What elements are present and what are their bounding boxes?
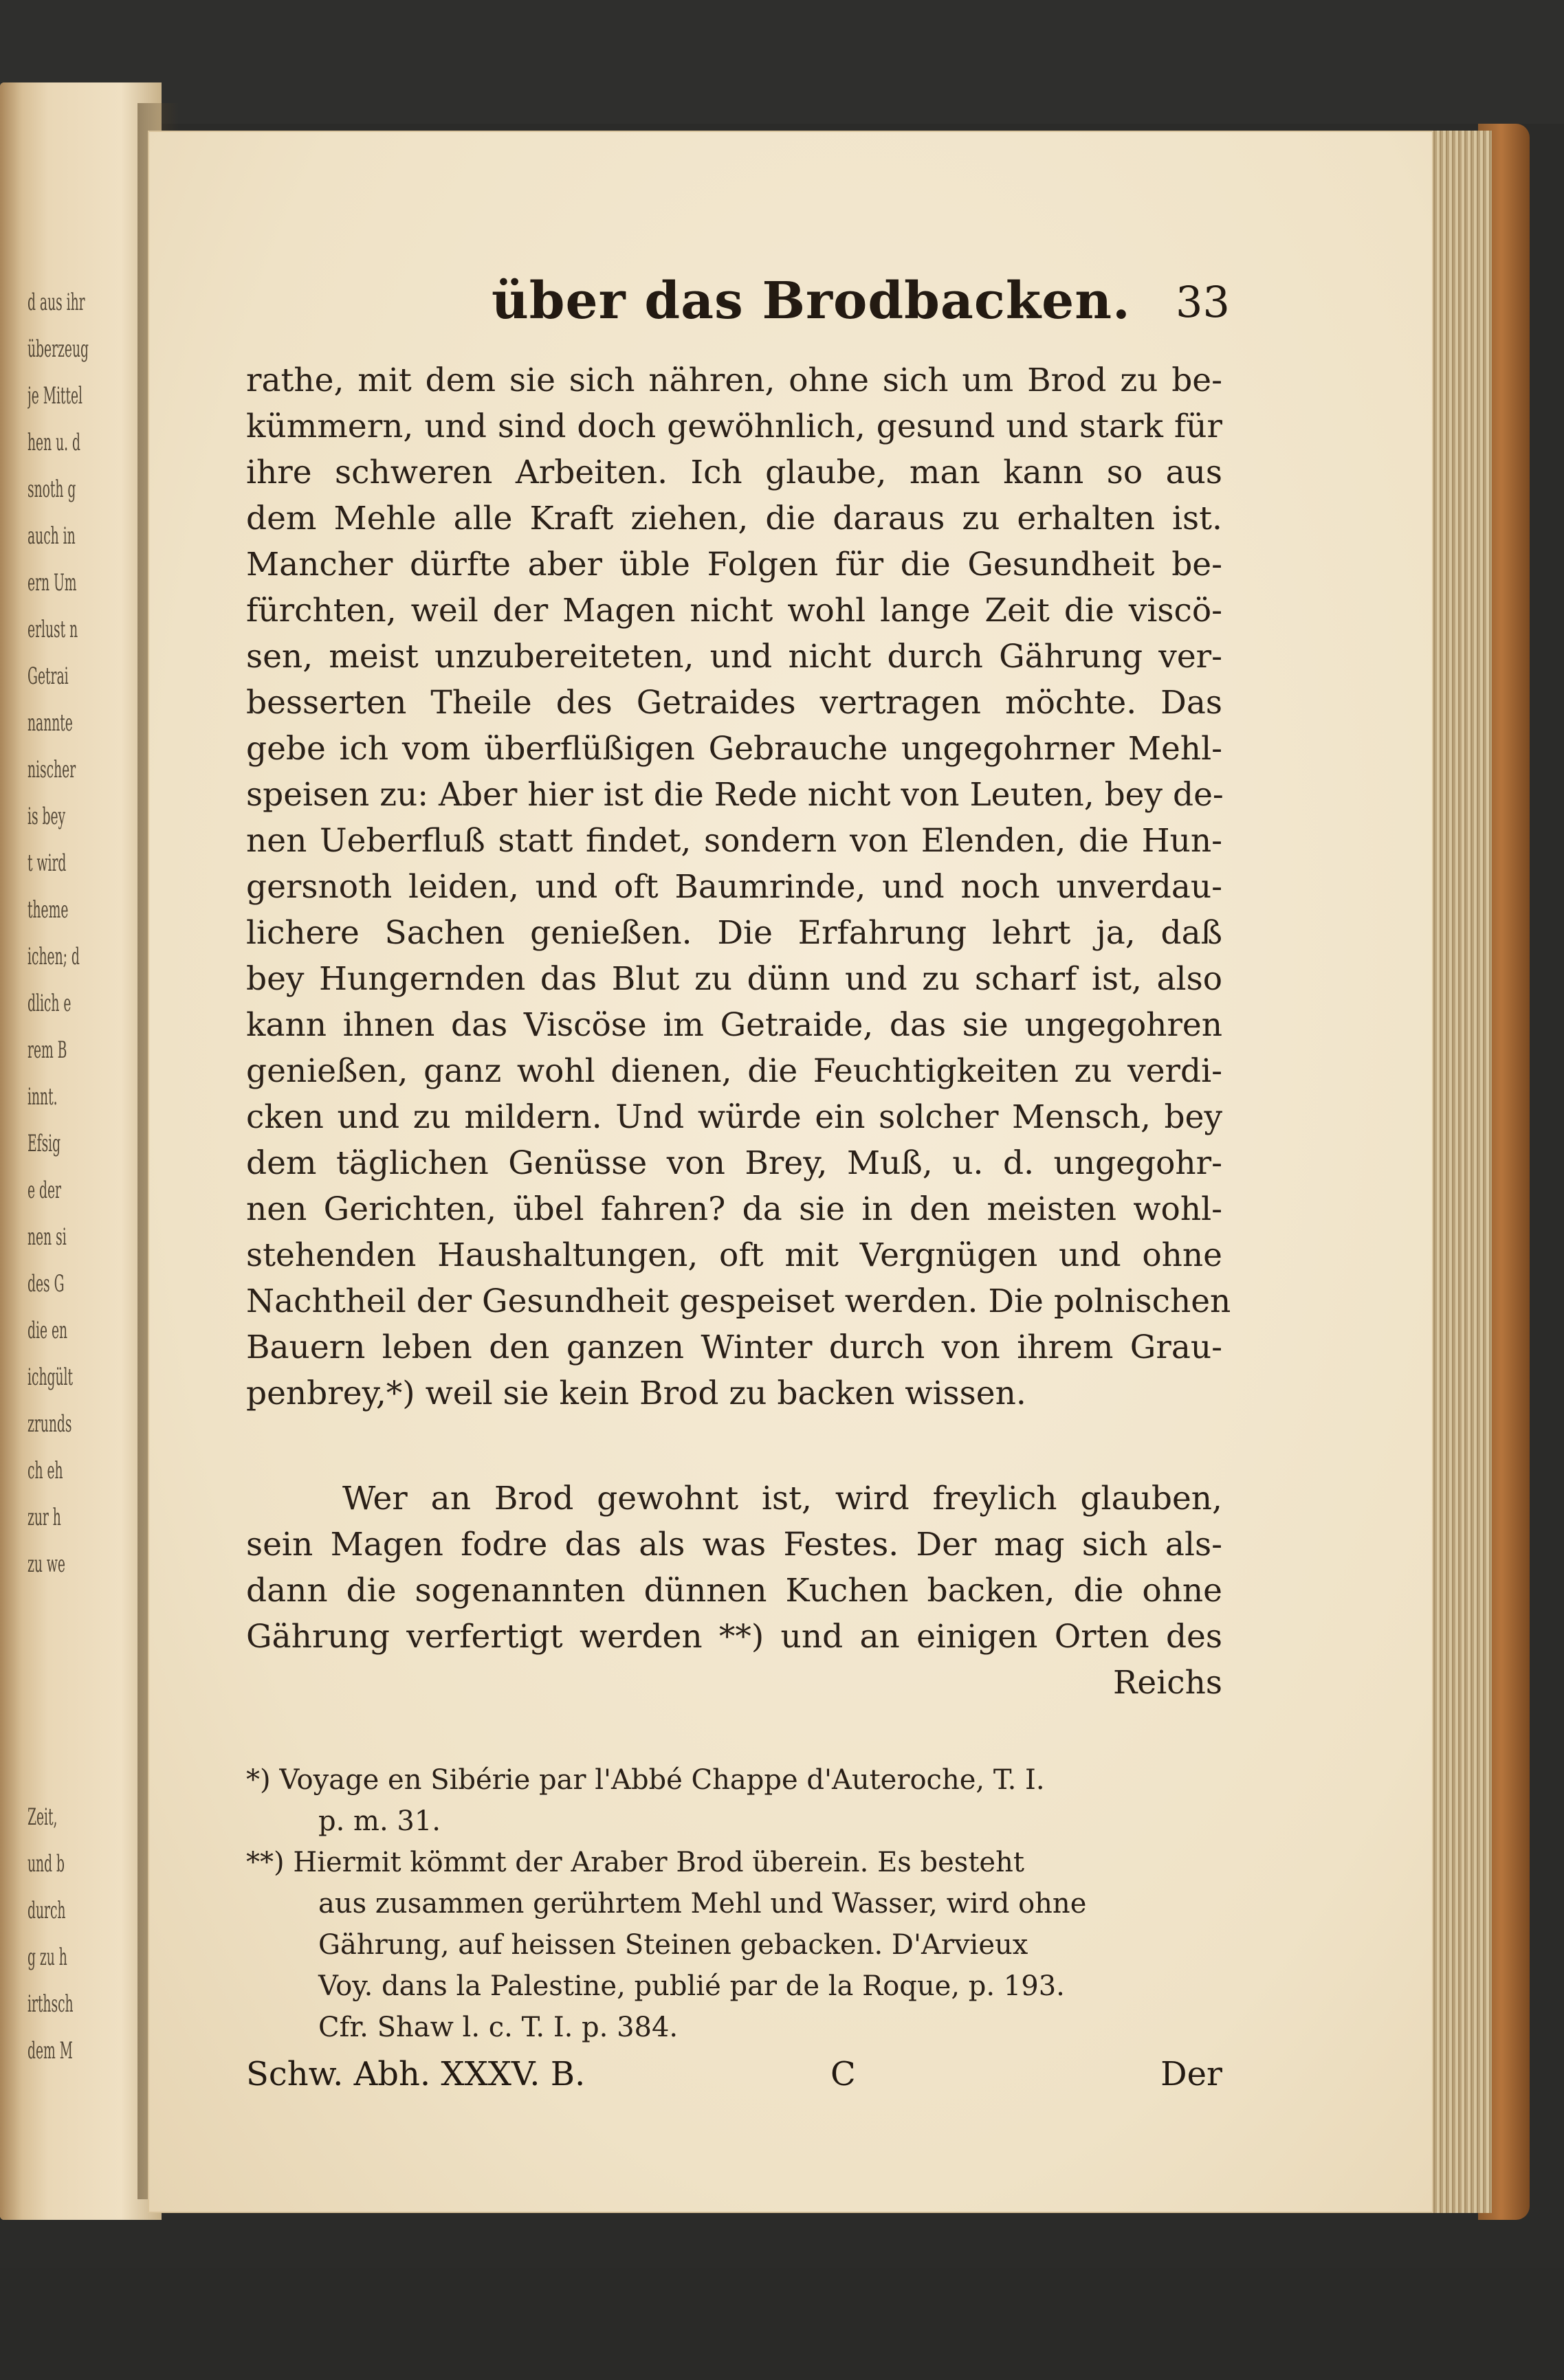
text-line: Bauern leben den ganzen Winter durch von ihrem Grau- bbox=[246, 1328, 1222, 1366]
main-text bbox=[246, 357, 1231, 1706]
text-line: dem täglichen Genüsse von Brey, Muß, u. d. ungegohr- bbox=[246, 1144, 1222, 1182]
left-page-text-fragment: je Mittel bbox=[27, 382, 83, 410]
left-page-text-fragment: ern Um bbox=[27, 569, 77, 597]
footnote-line: *) Voyage en Sibérie par l'Abbé Chappe d'Auteroche, T. I. bbox=[246, 1764, 1045, 1796]
left-page-text-fragment: ichgült bbox=[27, 1364, 74, 1391]
left-page-text-fragment: erlust n bbox=[27, 616, 78, 643]
running-title: über das Brodbacken. bbox=[492, 271, 1131, 331]
left-page-text-fragment: Getrai bbox=[27, 663, 69, 690]
signature-line bbox=[246, 2055, 1222, 2103]
text-line: sein Magen fodre das als was Festes. Der mag sich als- bbox=[246, 1526, 1222, 1564]
left-page-edge bbox=[0, 82, 22, 2220]
text-line: besserten Theile des Getraides vertragen möchte. Das bbox=[246, 684, 1222, 722]
left-page-text-fragment: auch in bbox=[27, 522, 76, 550]
left-page-text-fragment: überzeug bbox=[27, 335, 89, 363]
text-line: lichere Sachen genießen. Die Erfahrung lehrt ja, daß bbox=[246, 914, 1222, 952]
text-line: bey Hungernden das Blut zu dünn und zu scharf ist, also bbox=[246, 960, 1222, 998]
text-line: fürchten, weil der Magen nicht wohl lange Zeit die viscö- bbox=[246, 592, 1222, 630]
signature-mark: Schw. Abh. XXXV. B. bbox=[246, 2055, 586, 2093]
left-page-text-fragment: des G bbox=[27, 1270, 65, 1298]
left-page-text-fragment: die en bbox=[27, 1317, 68, 1344]
left-page-text-fragment: dem M bbox=[27, 2037, 73, 2065]
left-page-text-fragment: zu we bbox=[27, 1550, 65, 1578]
footnote-line: Voy. dans la Palestine, publié par de la Roque, p. 193. bbox=[318, 1970, 1065, 2002]
catchword-next-page: Der bbox=[1160, 2055, 1222, 2093]
left-page-text-fragment: nischer bbox=[27, 756, 76, 783]
text-line: nen Gerichten, übel fahren? da sie in den meisten wohl- bbox=[246, 1190, 1222, 1228]
left-page-text-fragment: rem B bbox=[27, 1036, 67, 1064]
left-page-text-fragment: t wird bbox=[27, 849, 67, 877]
left-page-text-fragment: und b bbox=[27, 1850, 65, 1878]
text-line: nen Ueberfluß statt findet, sondern von Elenden, die Hun- bbox=[246, 822, 1222, 860]
text-line: gebe ich vom überflüßigen Gebrauche ungegohrner Mehl- bbox=[246, 730, 1222, 768]
left-page-text-fragment: innt. bbox=[27, 1083, 58, 1111]
text-line: stehenden Haushaltungen, oft mit Vergnügen und ohne bbox=[246, 1236, 1222, 1274]
background-top bbox=[0, 0, 1564, 124]
background-bottom bbox=[0, 2268, 1564, 2380]
left-page-text-fragment: durch bbox=[27, 1897, 66, 1924]
left-page-text-fragment: snoth g bbox=[27, 476, 76, 503]
text-line: Nachtheil der Gesundheit gespeiset werden. Die polnischen bbox=[246, 1282, 1231, 1320]
signature-letter: C bbox=[830, 2055, 856, 2093]
left-page-text-fragment: is bey bbox=[27, 803, 66, 830]
paragraph-1 bbox=[246, 357, 1231, 1416]
text-line: ihre schweren Arbeiten. Ich glaube, man kann so aus bbox=[246, 454, 1222, 491]
left-page-text-fragment: nannte bbox=[27, 709, 73, 737]
text-line: dann die sogenannten dünnen Kuchen backen, die ohne bbox=[246, 1572, 1222, 1610]
page-header bbox=[492, 271, 1230, 337]
footnote-line: Cfr. Shaw l. c. T. I. p. 384. bbox=[318, 2012, 679, 2043]
footnote-line: aus zusammen gerührtem Mehl und Wasser, wird ohne bbox=[318, 1888, 1087, 1920]
catchword: Reichs bbox=[1113, 1664, 1222, 1702]
text-line: kann ihnen das Viscöse im Getraide, das sie ungegohren bbox=[246, 1006, 1222, 1044]
footnote-line: **) Hiermit kömmt der Araber Brod überein. Es besteht bbox=[246, 1847, 1024, 1878]
text-line: sen, meist unzubereiteten, und nicht durch Gährung ver- bbox=[246, 638, 1222, 676]
left-page-text-fragment: zur h bbox=[27, 1504, 61, 1531]
left-page-text-fragment: e der bbox=[27, 1177, 61, 1204]
text-line: genießen, ganz wohl dienen, die Feuchtigkeiten zu verdi- bbox=[246, 1052, 1222, 1090]
left-page-text-fragment: Zeit, bbox=[27, 1803, 58, 1831]
footnote-line: p. m. 31. bbox=[318, 1805, 441, 1837]
left-page-text-fragment: nen si bbox=[27, 1223, 67, 1251]
text-line: cken und zu mildern. Und würde ein solcher Mensch, bey bbox=[246, 1098, 1222, 1136]
text-line: kümmern, und sind doch gewöhnlich, gesund und stark für bbox=[246, 408, 1222, 445]
left-page-text-fragment: ch eh bbox=[27, 1457, 63, 1484]
text-line: gersnoth leiden, und oft Baumrinde, und noch unverdau- bbox=[246, 868, 1222, 906]
text-line: dem Mehle alle Kraft ziehen, die daraus zu erhalten ist. bbox=[246, 500, 1222, 537]
left-page-text-fragment: irthsch bbox=[27, 1990, 74, 2018]
left-page-text-fragment: ichen; d bbox=[27, 943, 80, 970]
text-line: rathe, mit dem sie sich nähren, ohne sich um Brod zu be- bbox=[246, 362, 1222, 399]
left-page-text-fragment: dlich e bbox=[27, 990, 71, 1017]
left-page-text-fragment: g zu h bbox=[27, 1944, 67, 1971]
footnotes bbox=[246, 1759, 1222, 2048]
left-page-text-fragment: theme bbox=[27, 896, 69, 924]
left-page-text-fragment: hen u. d bbox=[27, 429, 81, 456]
footnote-line: Gährung, auf heissen Steinen gebacken. D'Arvieux bbox=[318, 1929, 1028, 1961]
text-line: Mancher dürfte aber üble Folgen für die Gesundheit be- bbox=[246, 546, 1222, 583]
text-line: Wer an Brod gewohnt ist, wird freylich glauben, bbox=[342, 1480, 1222, 1517]
text-line: speisen zu: Aber hier ist die Rede nicht von Leuten, bey de- bbox=[246, 776, 1224, 814]
text-line: Gährung verfertigt werden **) und an einigen Orten des bbox=[246, 1618, 1222, 1656]
left-page-text-fragment: Efsig bbox=[27, 1130, 61, 1157]
page-number: 33 bbox=[1176, 277, 1230, 327]
left-page-text-fragment: d aus ihr bbox=[27, 289, 85, 316]
paragraph-2 bbox=[246, 1476, 1222, 1660]
left-page-text-fragment: zrunds bbox=[27, 1410, 72, 1438]
text-line: penbrey,*) weil sie kein Brod zu backen wissen. bbox=[246, 1375, 1026, 1412]
